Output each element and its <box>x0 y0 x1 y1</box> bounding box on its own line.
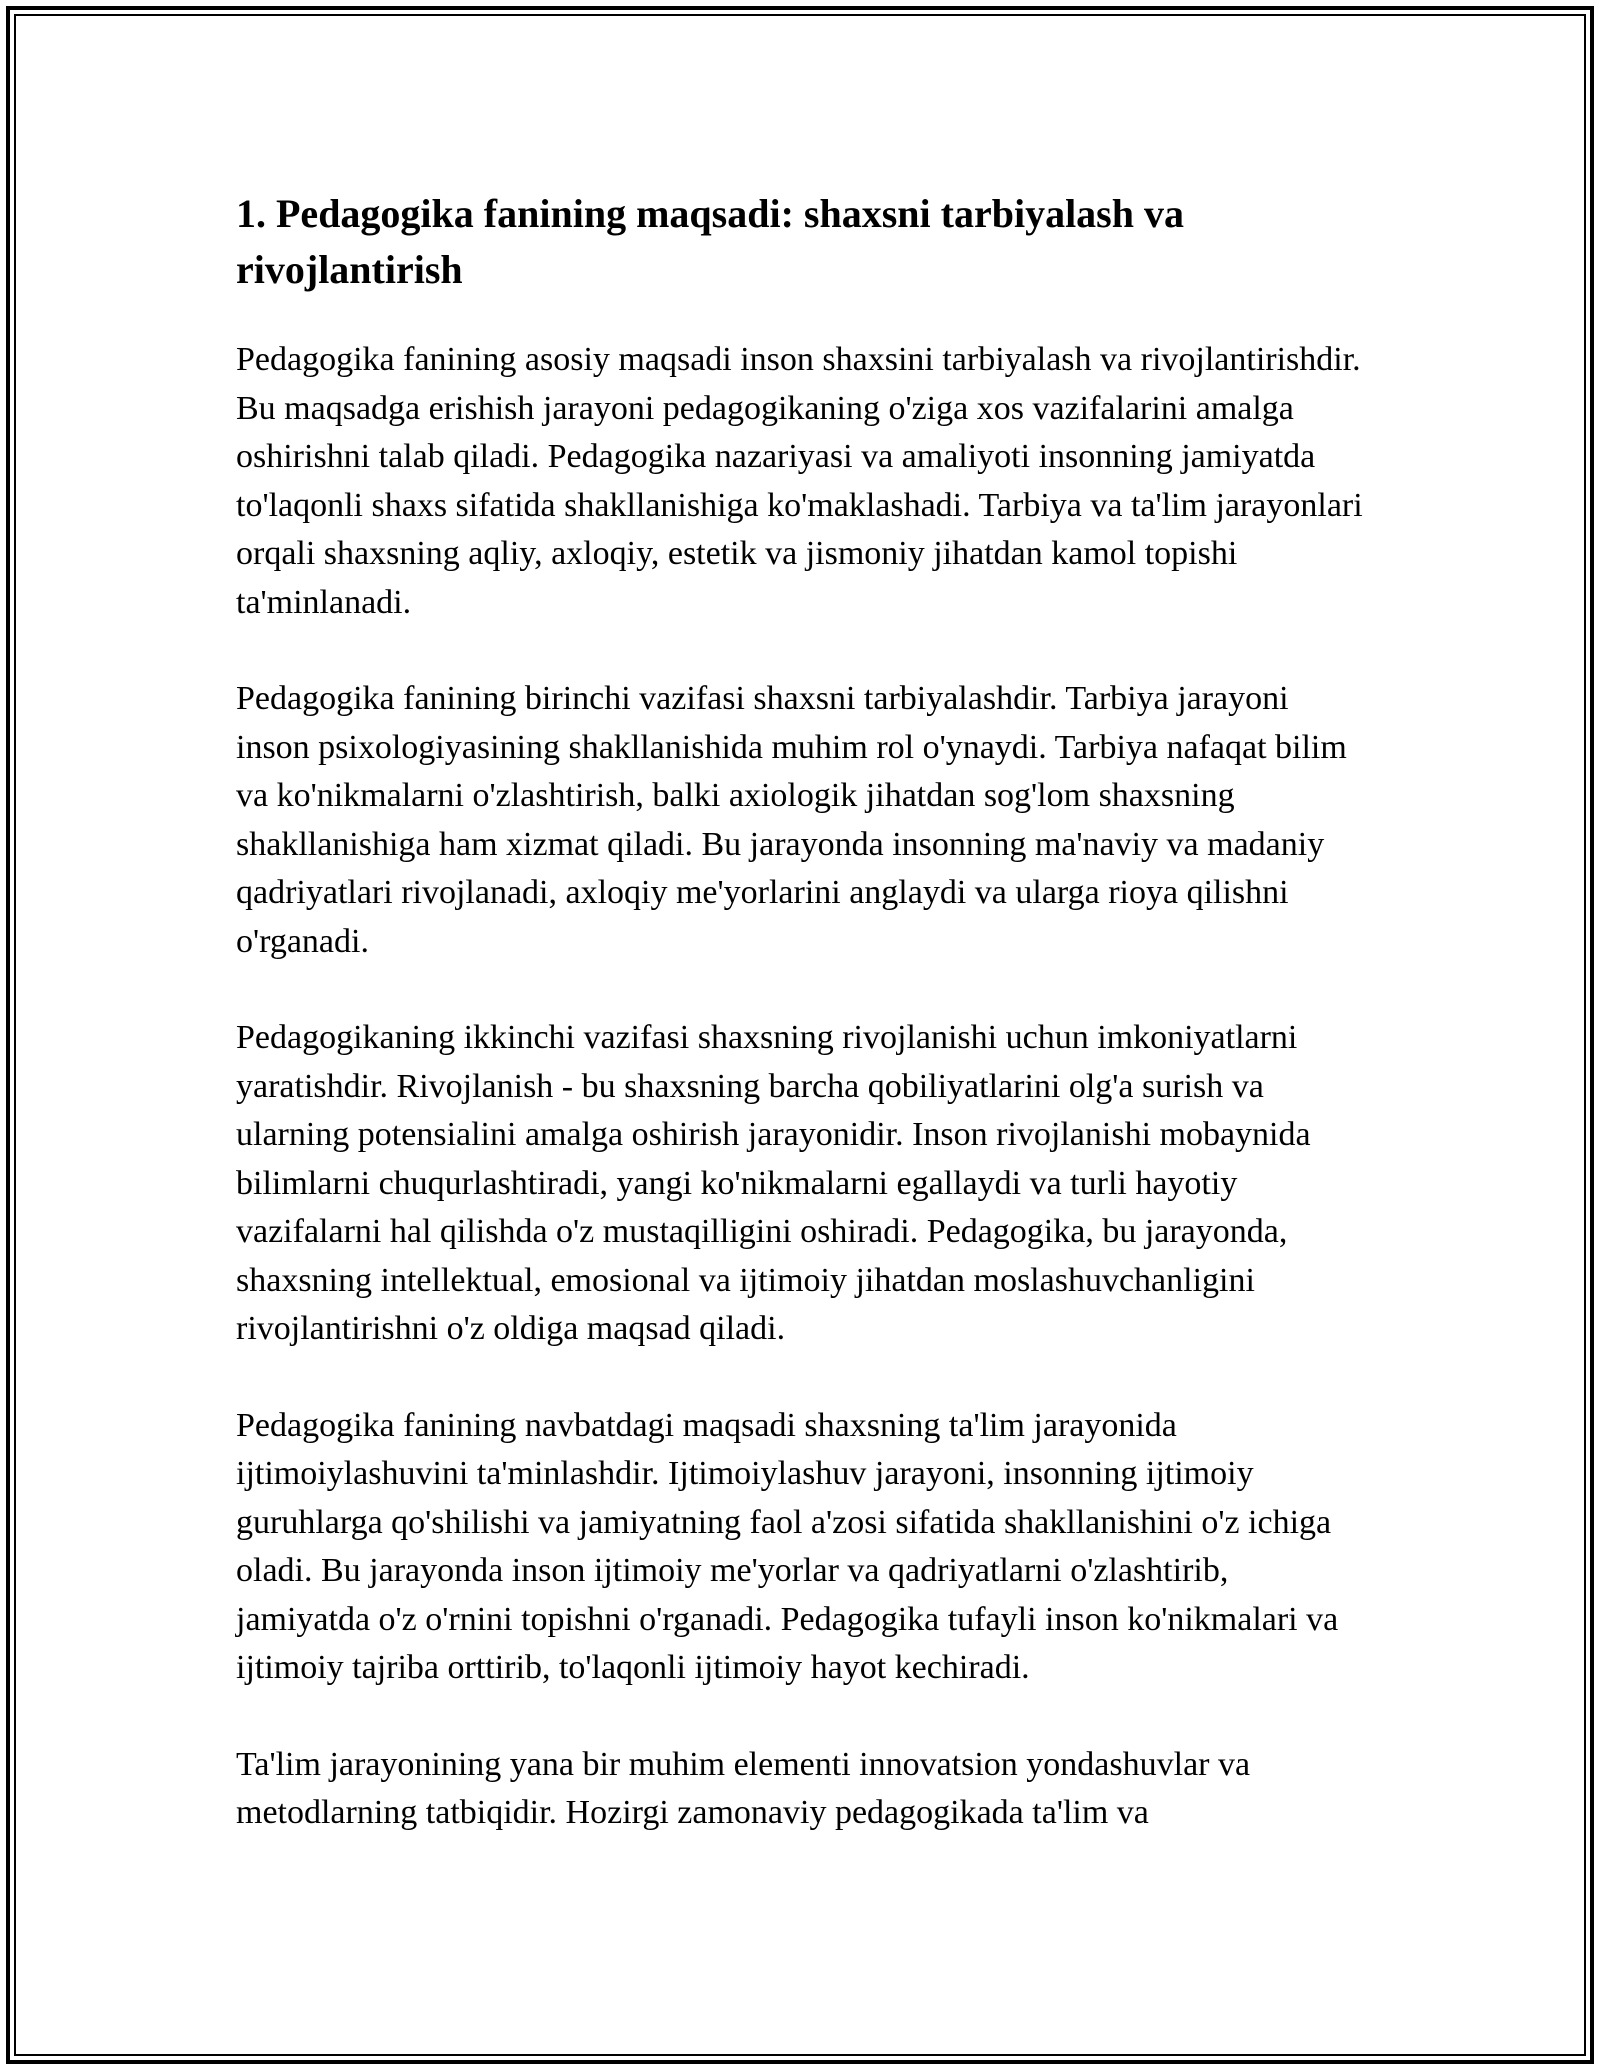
document-body <box>236 186 1366 1886</box>
paragraph-2: Pedagogika fanining birinchi vazifasi shaxsni tarbiyalashdir. Tarbiya jarayoni inson psixologiyasining shakllanishida muhim rol o'ynaydi. Tarbiya nafaqat bilim va ko'nikmalarni o'zlashtirish, balki axiologik jihatdan sog'lom shaxsning shakllanishiga ham xizmat qiladi. Bu jarayonda insonning ma'naviy va madaniy qadriyatlari rivojlanadi, axloqiy me'yorlarini anglaydi va ularga rioya qilishni o'rganadi. <box>236 680 1347 960</box>
paragraph-4: Pedagogika fanining navbatdagi maqsadi shaxsning ta'lim jarayonida ijtimoiylashuvini ta'minlashdir. Ijtimoiylashuv jarayoni, insonning ijtimoiy guruhlarga qo'shilishi va jamiyatning faol a'zosi sifatida shakllanishini o'z ichiga oladi. Bu jarayonda inson ijtimoiy me'yorlar va qadriyatlarni o'zlashtirib, jamiyatda o'z o'rnini topishni o'rganadi. Pedagogika tufayli inson ko'nikmalari va ijtimoiy tajriba orttirib, to'laqonli ijtimoiy hayot kechiradi. <box>236 1406 1339 1686</box>
paragraph-1: Pedagogika fanining asosiy maqsadi inson shaxsini tarbiyalash va rivojlantirishdir. Bu maqsadga erishish jarayoni pedagogikaning o'ziga xos vazifalarini amalga oshirishni talab qiladi. Pedagogika nazariyasi va amaliyoti insonning jamiyatda to'laqonli shaxs sifatida shakllanishiga ko'maklashadi. Tarbiya va ta'lim jarayonlari orqali shaxsning aqliy, axloqiy, estetik va jismoniy jihatdan kamol topishi ta'minlanadi. <box>236 341 1363 621</box>
paragraph-3: Pedagogikaning ikkinchi vazifasi shaxsning rivojlanishi uchun imkoniyatlarni yaratishdir. Rivojlanish - bu shaxsning barcha qobiliyatlarini olg'a surish va ularning potensialini amalga oshirish jarayonidir. Inson rivojlanishi mobaynida bilimlarni chuqurlashtiradi, yangi ko'nikmalarni egallaydi va turli hayotiy vazifalarni hal qilishda o'z mustaqilligini oshiradi. Pedagogika, bu jarayonda, shaxsning intellektual, emosional va ijtimoiy jihatdan moslashuvchanligini rivojlantirishni o'z oldiga maqsad qiladi. <box>236 1019 1311 1347</box>
section-heading: 1. Pedagogika fanining maqsadi: shaxsni tarbiyalash va rivojlantirish <box>236 191 1184 292</box>
paragraph-5: Ta'lim jarayonining yana bir muhim elementi innovatsion yondashuvlar va metodlarning tatbiqidir. Hozirgi zamonaviy pedagogikada ta'lim va <box>236 1745 1251 1831</box>
